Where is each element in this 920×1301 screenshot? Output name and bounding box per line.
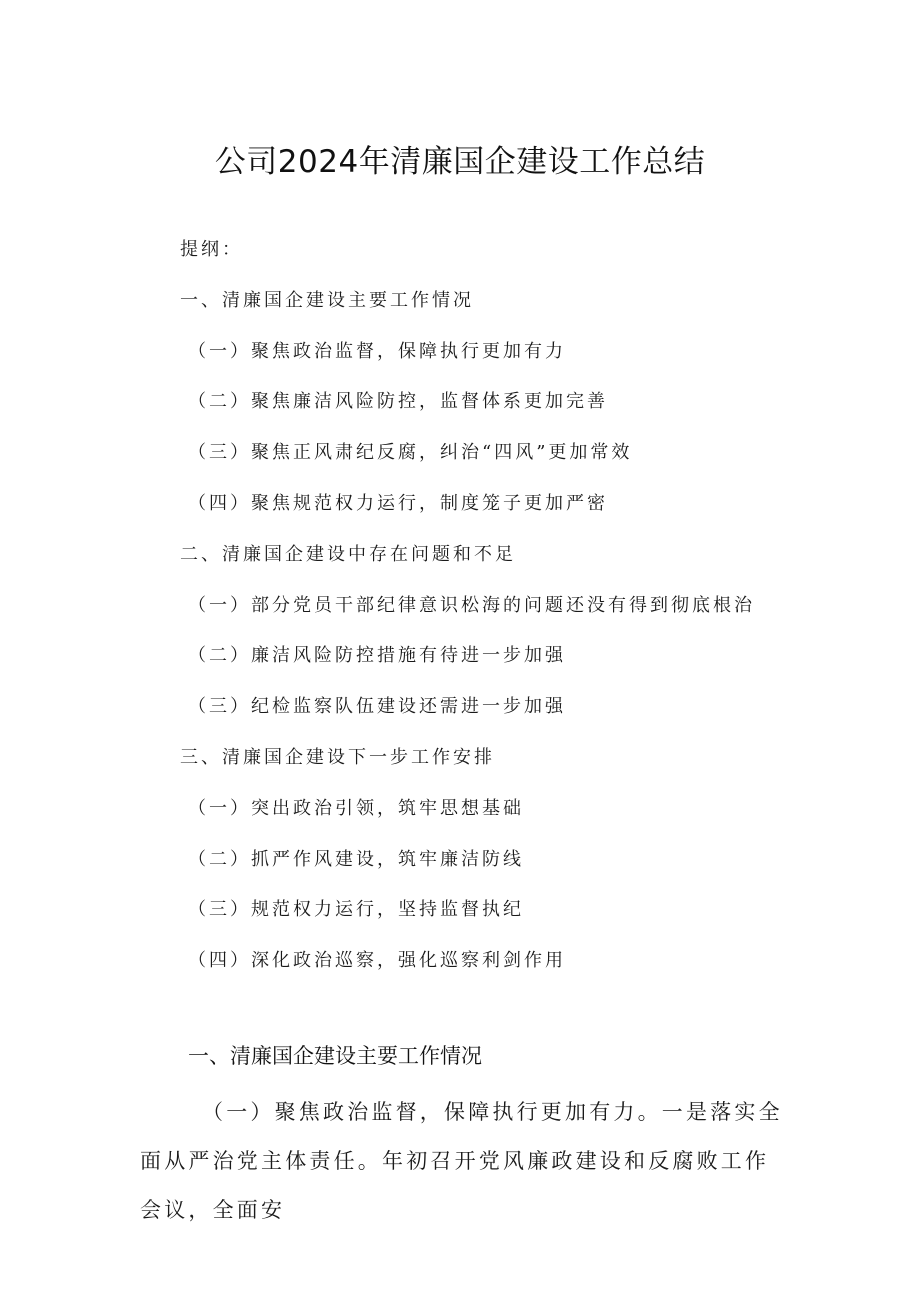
outline-item: 三、清廉国企建设下一步工作安排 — [180, 746, 495, 768]
outline-item: （二）廉洁风险防控措施有待进一步加强 — [188, 645, 566, 667]
outline-item: （四）聚焦规范权力运行，制度笼子更加严密 — [188, 492, 608, 514]
outline-item: （四）深化政治巡察，强化巡察利剑作用 — [188, 950, 566, 972]
outline — [180, 234, 755, 996]
outline-item: （三）纪检监察队伍建设还需进一步加强 — [188, 696, 566, 718]
outline-item: 一、清廉国企建设主要工作情况 — [180, 289, 474, 311]
body-paragraph: （一）聚焦政治监督，保障执行更加有力。一是落实全面从严治党主体责任。年初召开党风廉政建设和反腐败工作会议，全面安 — [140, 1100, 783, 1222]
outline-item: （三）聚焦正风肃纪反腐，纠治“四风”更加常效 — [188, 442, 633, 464]
outline-item: （三）规范权力运行，坚持监督执纪 — [188, 899, 524, 921]
outline-item: （二）聚焦廉洁风险防控，监督体系更加完善 — [188, 391, 608, 413]
outline-item: （一）突出政治引领，筑牢思想基础 — [188, 797, 524, 819]
outline-item: （一）部分党员干部纪律意识松海的问题还没有得到彻底根治 — [188, 594, 755, 616]
outline-item: （二）抓严作风建设，筑牢廉洁防线 — [188, 848, 524, 870]
outline-label: 提纲： — [180, 239, 243, 260]
outline-item: 二、清廉国企建设中存在问题和不足 — [180, 543, 516, 565]
outline-item: （一）聚焦政治监督，保障执行更加有力 — [188, 340, 566, 362]
document-title: 公司2024年清廉国企建设工作总结 — [214, 144, 706, 180]
section-heading: 一、清廉国企建设主要工作情况 — [188, 1044, 482, 1068]
